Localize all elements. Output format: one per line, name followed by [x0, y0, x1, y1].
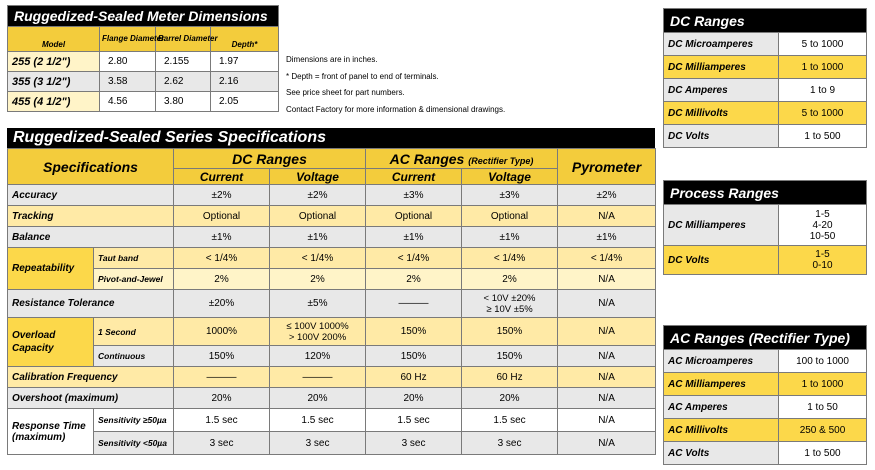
cell: < 1/4%: [558, 248, 656, 269]
note: Dimensions are in inches.: [286, 55, 378, 64]
cell: 3 sec: [270, 432, 366, 455]
model-cell: 355 (3 1/2"): [8, 72, 100, 92]
depth-cell: 1.97: [211, 52, 279, 72]
table-row: [664, 33, 867, 56]
sub-label-pivot: Pivot-and-Jewel: [94, 269, 174, 290]
cell: ±3%: [462, 185, 558, 206]
table-row: [664, 125, 867, 148]
row-label-balance: Balance: [8, 227, 174, 248]
cell: 20%: [270, 388, 366, 409]
cell: 150%: [462, 346, 558, 367]
dc-ranges-table: [663, 8, 867, 148]
ac-current-header: Current: [366, 169, 462, 185]
barrel-cell: 2.62: [156, 72, 211, 92]
row-label-response: Response Time (maximum): [8, 409, 94, 455]
cell: N/A: [558, 367, 656, 388]
sub-label-one-second: 1 Second: [94, 318, 174, 346]
range-label: AC Milliamperes: [664, 373, 779, 396]
range-label: DC Millivolts: [664, 102, 779, 125]
cell: ———: [174, 367, 270, 388]
cell: 1.5 sec: [270, 409, 366, 432]
range-value: 100 to 1000: [779, 350, 867, 373]
ac-voltage-header: Voltage: [462, 169, 558, 185]
range-value: 5 to 1000: [779, 33, 867, 56]
range-value: 250 & 500: [779, 419, 867, 442]
cell: 1.5 sec: [366, 409, 462, 432]
table-row: [8, 92, 279, 112]
range-label: AC Amperes: [664, 396, 779, 419]
range-value: 1 to 50: [779, 396, 867, 419]
flange-cell: 3.58: [100, 72, 156, 92]
row-label-calibration: Calibration Frequency: [8, 367, 174, 388]
cell: N/A: [558, 409, 656, 432]
cell: N/A: [558, 269, 656, 290]
cell: 2%: [366, 269, 462, 290]
dc-current-header: Current: [174, 169, 270, 185]
range-label: DC Amperes: [664, 79, 779, 102]
range-label: DC Milliamperes: [664, 56, 779, 79]
cell: ±1%: [270, 227, 366, 248]
table-row: [664, 396, 867, 419]
cell: 2%: [174, 269, 270, 290]
cell: 2%: [462, 269, 558, 290]
dimensions-title: Ruggedized-Sealed Meter Dimensions: [8, 6, 279, 27]
cell: 1000%: [174, 318, 270, 346]
cell: ±1%: [558, 227, 656, 248]
cell: Optional: [270, 206, 366, 227]
table-row: [8, 269, 656, 290]
cell: < 1/4%: [270, 248, 366, 269]
range-value: 1-5 0-10: [779, 246, 867, 275]
ac-ranges-title: AC Ranges (Rectifier Type): [664, 326, 867, 350]
range-value: 1 to 9: [779, 79, 867, 102]
table-row: [8, 367, 656, 388]
range-value: 5 to 1000: [779, 102, 867, 125]
specs-title: Ruggedized-Sealed Series Specifications: [7, 128, 655, 148]
cell: Optional: [462, 206, 558, 227]
cell: ±3%: [366, 185, 462, 206]
note: * Depth = front of panel to end of terminals.: [286, 71, 439, 81]
cell: ±1%: [462, 227, 558, 248]
cell: 60 Hz: [462, 367, 558, 388]
cell: ———: [366, 290, 462, 318]
cell: < 10V ±20% ≥ 10V ±5%: [462, 290, 558, 318]
cell: 60 Hz: [366, 367, 462, 388]
cell: 150%: [174, 346, 270, 367]
table-row: [8, 248, 656, 269]
flange-cell: 4.56: [100, 92, 156, 112]
depth-cell: 2.05: [211, 92, 279, 112]
cell: 1.5 sec: [174, 409, 270, 432]
dc-ranges-header: DC Ranges: [174, 149, 366, 169]
cell: ±2%: [174, 185, 270, 206]
table-row: [8, 318, 656, 346]
table-row: [8, 185, 656, 206]
cell: 3 sec: [462, 432, 558, 455]
dc-voltage-header: Voltage: [270, 169, 366, 185]
table-row: [8, 72, 279, 92]
process-ranges-table: [663, 180, 867, 275]
cell: N/A: [558, 318, 656, 346]
col-flange: Flange Diameter: [100, 27, 156, 52]
cell: ±2%: [558, 185, 656, 206]
range-label: DC Milliamperes: [664, 205, 779, 246]
table-row: [8, 388, 656, 409]
process-ranges-title: Process Ranges: [664, 181, 867, 205]
cell: 150%: [366, 318, 462, 346]
range-value: 1 to 1000: [779, 373, 867, 396]
cell: ≤ 100V 1000% > 100V 200%: [270, 318, 366, 346]
cell: Optional: [366, 206, 462, 227]
cell: 2%: [270, 269, 366, 290]
cell: 3 sec: [366, 432, 462, 455]
table-row: [8, 432, 656, 455]
table-row: [8, 52, 279, 72]
range-label: DC Microamperes: [664, 33, 779, 56]
table-row: [8, 227, 656, 248]
cell: ———: [270, 367, 366, 388]
table-row: [664, 102, 867, 125]
cell: Optional: [174, 206, 270, 227]
row-label-accuracy: Accuracy: [8, 185, 174, 206]
cell: 150%: [462, 318, 558, 346]
dimensions-table: [7, 5, 279, 112]
range-value: 1 to 500: [779, 442, 867, 465]
range-label: DC Volts: [664, 246, 779, 275]
table-row: [664, 56, 867, 79]
ac-ranges-table: [663, 325, 867, 465]
sub-label-continuous: Continuous: [94, 346, 174, 367]
sub-label-lt50: Sensitivity <50µa: [94, 432, 174, 455]
cell: ±1%: [174, 227, 270, 248]
table-row: [664, 350, 867, 373]
cell: < 1/4%: [174, 248, 270, 269]
barrel-cell: 3.80: [156, 92, 211, 112]
range-label: AC Volts: [664, 442, 779, 465]
row-label-tracking: Tracking: [8, 206, 174, 227]
cell: N/A: [558, 206, 656, 227]
range-label: AC Millivolts: [664, 419, 779, 442]
row-label-repeatability: Repeatability: [8, 248, 94, 290]
sub-label-taut: Taut band: [94, 248, 174, 269]
cell: ±5%: [270, 290, 366, 318]
table-row: [8, 409, 656, 432]
cell: N/A: [558, 290, 656, 318]
cell: < 1/4%: [366, 248, 462, 269]
sub-label-ge50: Sensitivity ≥50µa: [94, 409, 174, 432]
range-label: AC Microamperes: [664, 350, 779, 373]
specifications-header: Specifications: [8, 149, 174, 185]
row-label-overload: Overload Capacity: [8, 318, 94, 367]
cell: ±2%: [270, 185, 366, 206]
table-row: [664, 79, 867, 102]
table-row: [8, 290, 656, 318]
table-row: [664, 419, 867, 442]
row-label-overshoot: Overshoot (maximum): [8, 388, 174, 409]
pyrometer-header: Pyrometer: [558, 149, 656, 185]
col-barrel: Barrel Diameter: [156, 27, 211, 52]
cell: ±1%: [366, 227, 462, 248]
table-row: [664, 205, 867, 246]
range-value: 1 to 1000: [779, 56, 867, 79]
table-row: [664, 373, 867, 396]
dimension-notes: [286, 52, 505, 118]
specs-table: [7, 148, 656, 455]
cell: N/A: [558, 346, 656, 367]
table-row: [8, 346, 656, 367]
col-depth: Depth*: [211, 27, 279, 52]
cell: ±20%: [174, 290, 270, 318]
cell: 20%: [174, 388, 270, 409]
flange-cell: 2.80: [100, 52, 156, 72]
note: Contact Factory for more information & dimensional drawings.: [286, 104, 506, 114]
cell: 3 sec: [174, 432, 270, 455]
cell: N/A: [558, 388, 656, 409]
range-label: DC Volts: [664, 125, 779, 148]
cell: 20%: [366, 388, 462, 409]
table-row: [664, 246, 867, 275]
model-cell: 455 (4 1/2"): [8, 92, 100, 112]
row-label-resistance: Resistance Tolerance: [8, 290, 174, 318]
model-cell: 255 (2 1/2"): [8, 52, 100, 72]
range-value: 1 to 500: [779, 125, 867, 148]
cell: N/A: [558, 432, 656, 455]
ac-ranges-header: AC Ranges (Rectifier Type): [366, 149, 558, 169]
cell: 150%: [366, 346, 462, 367]
barrel-cell: 2.155: [156, 52, 211, 72]
cell: 120%: [270, 346, 366, 367]
cell: 20%: [462, 388, 558, 409]
cell: 1.5 sec: [462, 409, 558, 432]
table-row: [664, 442, 867, 465]
table-row: [8, 206, 656, 227]
col-model: Model: [8, 27, 100, 52]
dc-ranges-title: DC Ranges: [664, 9, 867, 33]
cell: < 1/4%: [462, 248, 558, 269]
range-value: 1-5 4-20 10-50: [779, 205, 867, 246]
note: See price sheet for part numbers.: [286, 88, 405, 97]
depth-cell: 2.16: [211, 72, 279, 92]
